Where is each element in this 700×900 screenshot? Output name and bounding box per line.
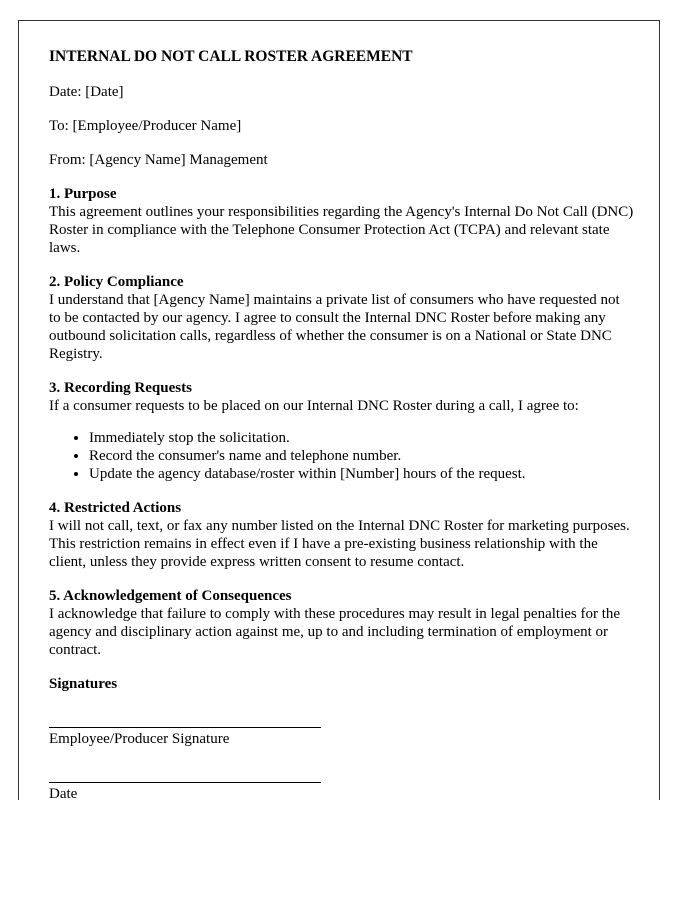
date-signature-line[interactable] bbox=[49, 768, 321, 783]
section-purpose bbox=[49, 185, 635, 257]
section-body: I understand that [Agency Name] maintains a private list of consumers who have requested not to be contacted by our agency. I agree to consult the Internal DNC Roster before making any outbound solicitation calls, regardless of whether the consumer is on a National or State DNC Registry. bbox=[49, 292, 620, 362]
section-acknowledgement bbox=[49, 587, 635, 659]
section-heading: 2. Policy Compliance bbox=[49, 274, 184, 290]
section-heading: 3. Recording Requests bbox=[49, 380, 192, 396]
section-body: I acknowledge that failure to comply with these procedures may result in legal penalties for the agency and disciplinary action against me, up to and including termination of employment or contract. bbox=[49, 606, 621, 658]
from-line: From: [Agency Name] Management bbox=[49, 152, 268, 168]
section-body: I will not call, text, or fax any number listed on the Internal DNC Roster for marketing purposes. This restriction remains in effect even if I have a pre-existing business relationship with the client, unless they provide express written consent to resume contact. bbox=[49, 518, 630, 570]
to-line: To: [Employee/Producer Name] bbox=[49, 118, 242, 134]
section-body: If a consumer requests to be placed on our Internal DNC Roster during a call, I agree to: bbox=[49, 398, 579, 414]
date-line: Date: [Date] bbox=[49, 84, 124, 100]
employee-signature-block bbox=[49, 713, 321, 748]
section-policy-compliance bbox=[49, 273, 635, 363]
list-item: • Update the agency database/roster within [Number] hours of the request. bbox=[89, 465, 635, 483]
section-heading: 5. Acknowledgement of Consequences bbox=[49, 588, 292, 604]
section-heading: 1. Purpose bbox=[49, 186, 117, 202]
employee-signature-line[interactable] bbox=[49, 713, 321, 728]
date-signature-block bbox=[49, 768, 321, 803]
section-body: This agreement outlines your responsibilities regarding the Agency's Internal Do Not Call (DNC) Roster in compliance with the Telephone Consumer Protection Act (TCPA) and relevant state laws. bbox=[49, 204, 634, 256]
signatures-heading: Signatures bbox=[49, 676, 118, 692]
document-title: INTERNAL DO NOT CALL ROSTER AGREEMENT bbox=[49, 48, 413, 65]
document-page bbox=[18, 20, 660, 800]
section-recording-requests bbox=[49, 379, 635, 483]
employee-signature-label: Employee/Producer Signature bbox=[49, 731, 230, 747]
list-item: • Record the consumer's name and telephone number. bbox=[89, 447, 635, 465]
section-restricted-actions bbox=[49, 499, 635, 571]
section-heading: 4. Restricted Actions bbox=[49, 500, 182, 516]
recording-steps-list bbox=[49, 429, 635, 483]
list-item: • Immediately stop the solicitation. bbox=[89, 429, 635, 447]
document-content bbox=[49, 47, 635, 823]
date-signature-label: Date bbox=[49, 786, 78, 802]
